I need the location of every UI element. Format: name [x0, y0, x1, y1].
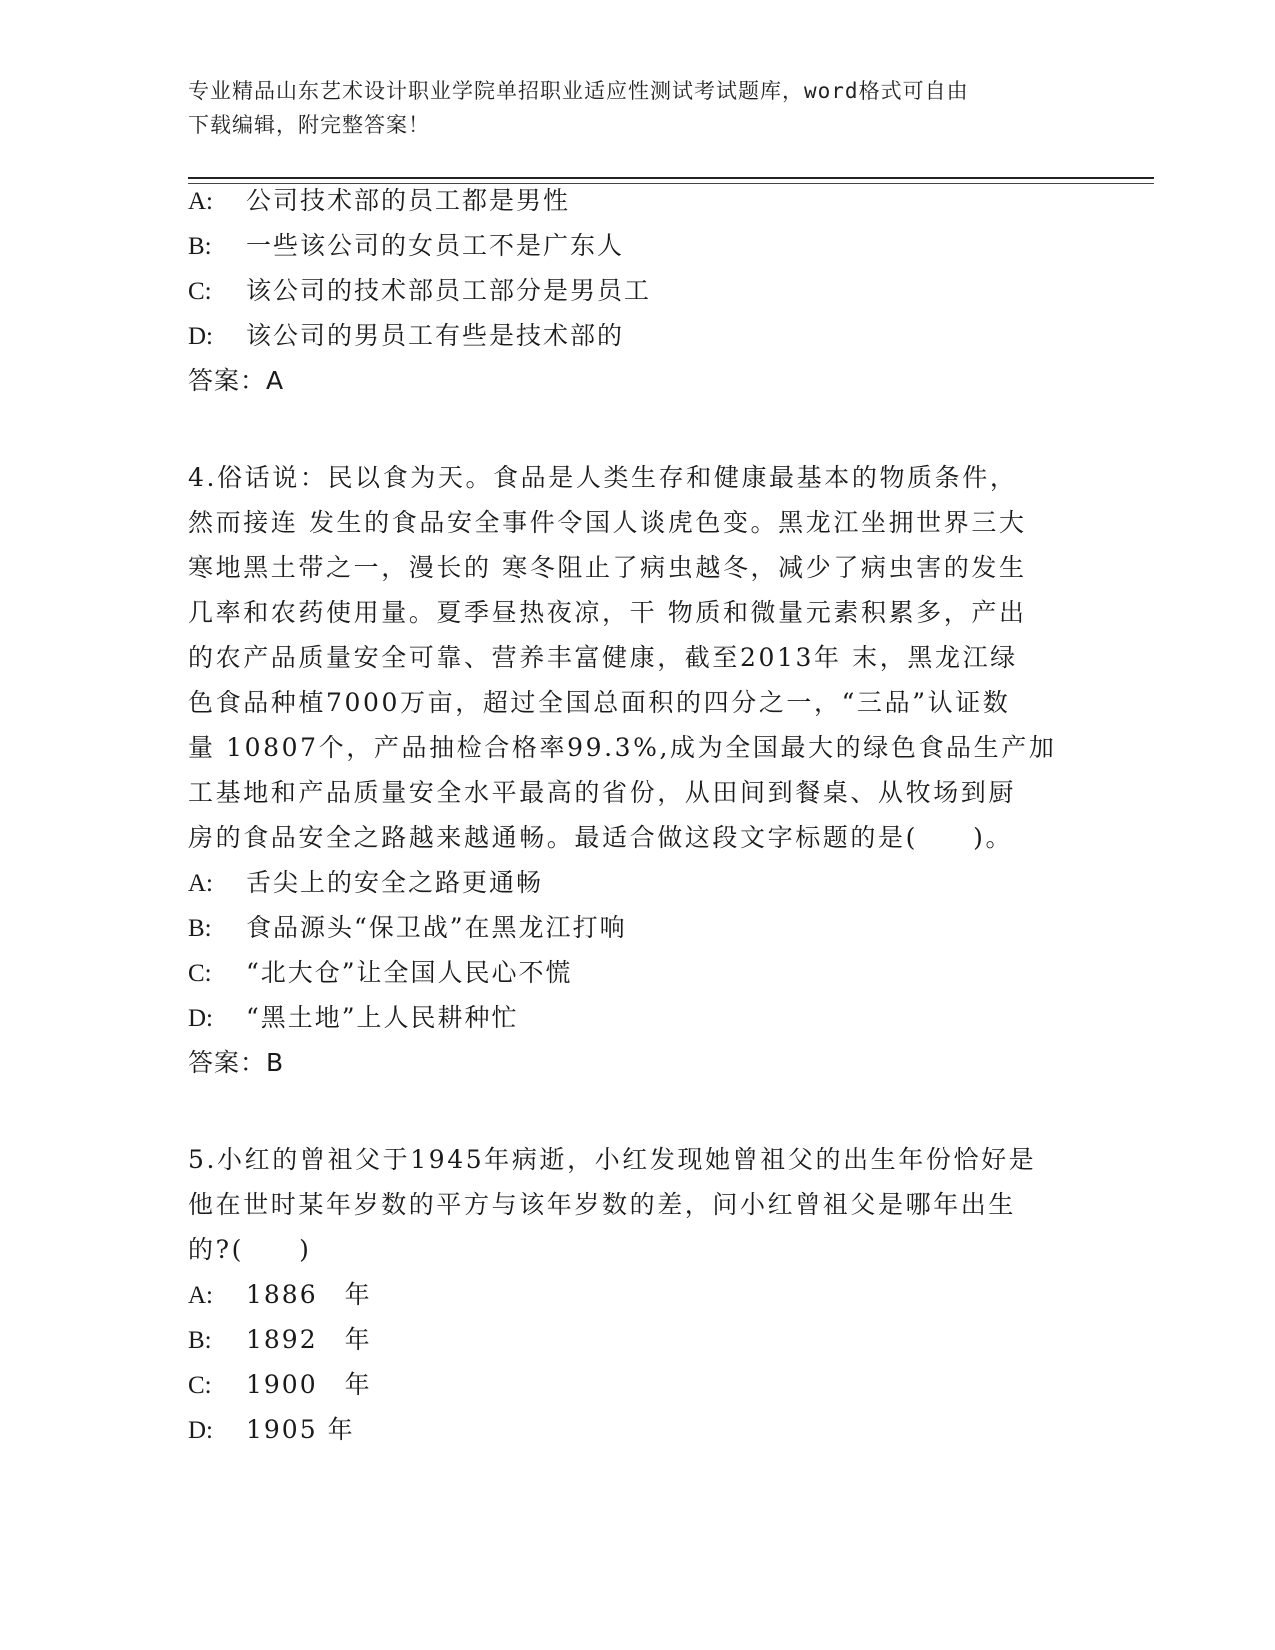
option-text: “北大仓”让全国人民心不慌 — [246, 958, 573, 987]
option-letter: D: — [188, 1417, 213, 1444]
q4-stem-line: 几率和农药使用量。夏季昼热夜凉，干 物质和微量元素积累多，产出 — [188, 598, 1027, 627]
q4-stem-line: 工基地和产品质量安全水平最高的省份，从田间到餐桌、从牧场到厨 — [188, 778, 1017, 807]
option-letter: B: — [188, 915, 212, 942]
option-text: 1886 年 — [246, 1280, 372, 1309]
q3-option-a — [188, 184, 570, 219]
document-header — [188, 74, 1068, 142]
option-letter: A: — [188, 1282, 213, 1309]
option-letter: D: — [188, 323, 213, 350]
q5-stem-line: 他在世时某年岁数的平方与该年岁数的差，问小红曾祖父是哪年出生 — [188, 1190, 1017, 1219]
q4-stem-line: 寒地黑土带之一，漫长的 寒冬阻止了病虫越冬，减少了病虫害的发生 — [188, 553, 1027, 582]
option-letter: A: — [188, 188, 213, 215]
q4-option-a — [188, 866, 543, 901]
q5-option-c — [188, 1368, 372, 1403]
q3-answer: 答案：A — [188, 366, 285, 395]
q3-option-b — [188, 229, 624, 264]
q5-stem-line: 的?( ) — [188, 1235, 312, 1264]
q4-stem-line: 房的食品安全之路越来越通畅。最适合做这段文字标题的是( )。 — [188, 823, 1014, 852]
option-letter: D: — [188, 1005, 213, 1032]
q5-option-b — [188, 1323, 372, 1358]
option-text: “黑土地”上人民耕种忙 — [246, 1003, 519, 1032]
option-text: 公司技术部的员工都是男性 — [246, 186, 571, 215]
option-letter: C: — [188, 960, 212, 987]
option-letter: B: — [188, 1327, 212, 1354]
option-letter: C: — [188, 1372, 212, 1399]
option-letter: B: — [188, 233, 212, 260]
header-line-2: 下载编辑，附完整答案！ — [188, 113, 430, 137]
header-line-1: 专业精品山东艺术设计职业学院单招职业适应性测试考试题库，word格式可自由 — [188, 79, 969, 103]
q4-stem-line: 然而接连 发生的食品安全事件令国人谈虎色变。黑龙江坐拥世界三大 — [188, 508, 1027, 537]
q4-stem-line: 的农产品质量安全可靠、营养丰富健康，截至2013年 末，黑龙江绿 — [188, 643, 1018, 672]
q4-stem-line: 色食品种植7000万亩，超过全国总面积的四分之一，“三品”认证数 — [188, 688, 1011, 717]
q3-option-c — [188, 274, 651, 309]
q4-option-c — [188, 956, 573, 991]
option-text: 一些该公司的女员工不是广东人 — [246, 231, 625, 260]
q5-option-a — [188, 1278, 372, 1313]
option-text: 1892 年 — [246, 1325, 372, 1354]
q4-option-d — [188, 1001, 519, 1036]
option-text: 食品源头“保卫战”在黑龙江打响 — [246, 913, 627, 942]
option-text: 该公司的技术部员工部分是男员工 — [246, 276, 652, 305]
q4-option-b — [188, 911, 627, 946]
option-text: 该公司的男员工有些是技术部的 — [246, 321, 625, 350]
option-letter: C: — [188, 278, 212, 305]
q5-option-d — [188, 1413, 355, 1448]
option-letter: A: — [188, 870, 213, 897]
q3-option-d — [188, 319, 624, 354]
q4-stem-line: 4.俗话说：民以食为天。食品是人类生存和健康最基本的物质条件， — [188, 463, 1018, 492]
option-text: 1900 年 — [246, 1370, 372, 1399]
q5-stem-line: 5.小红的曾祖父于1945年病逝，小红发现她曾祖父的出生年份恰好是 — [188, 1145, 1037, 1174]
header-divider-thick — [188, 177, 1154, 179]
q4-stem-line: 量 10807个，产品抽检合格率99.3%,成为全国最大的绿色食品生产加 — [188, 733, 1057, 762]
option-text: 舌尖上的安全之路更通畅 — [246, 868, 544, 897]
option-text: 1905 年 — [246, 1415, 355, 1444]
q4-answer: 答案：B — [188, 1048, 285, 1077]
